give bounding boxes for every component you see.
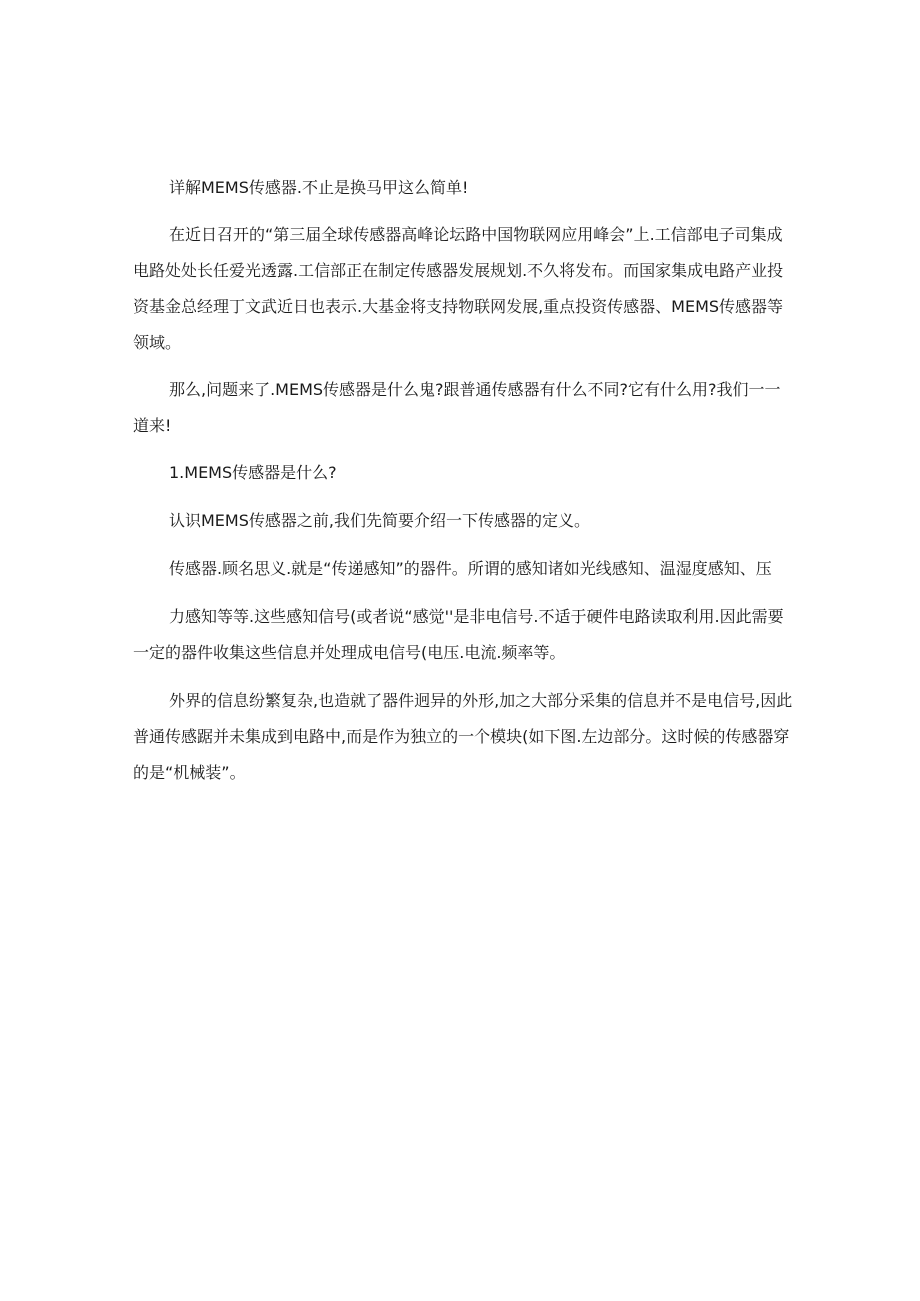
document-body (133, 170, 793, 791)
paragraph-definition-intro: 认识MEMS传感器之前,我们先简要介绍一下传感器的定义。 (169, 511, 590, 530)
document-title: 详解MEMS传感器.不止是换马甲这么简单! (169, 178, 469, 197)
paragraph-question: 那么,问题来了.MEMS传感器是什么鬼?跟普通传感器有什么不同?它有什么用?我们一一道来! (133, 380, 781, 435)
paragraph-intro: 在近日召开的“第三届全球传感器高峰论坛路中国物联网应用峰会”上.工信部电子司集成电路处处长任爱光透露.工信部正在制定传感器发展规划.不久将发布。而国家集成电路产业投资基金总经理丁文武近日也表示.大基金将支持物联网发展,重点投资传感器、MEMS传感器等领域。 (133, 225, 784, 352)
paragraph-sensor-signals: 力感知等等.这些感知信号(或者说“感觉''是非电信号.不适于硬件电路读取利用.因此需要一定的器件收集这些信息并处理成电信号(电压.电流.频率等。 (133, 607, 784, 662)
paragraph-sensor-modules: 外界的信息纷繁复杂,也造就了器件迥异的外形,加之大部分采集的信息并不是电信号,因此普通传感踞并未集成到电路中,而是作为独立的一个模块(如下图.左边部分。这时候的传感器穿的是“机械装”。 (133, 691, 793, 782)
section-heading: 1.MEMS传感器是什么? (169, 463, 337, 482)
paragraph-sensor-definition: 传感器.顾名思义.就是“传递感知”的器件。所谓的感知诸如光线感知、温湿度感知、压 (169, 559, 772, 578)
